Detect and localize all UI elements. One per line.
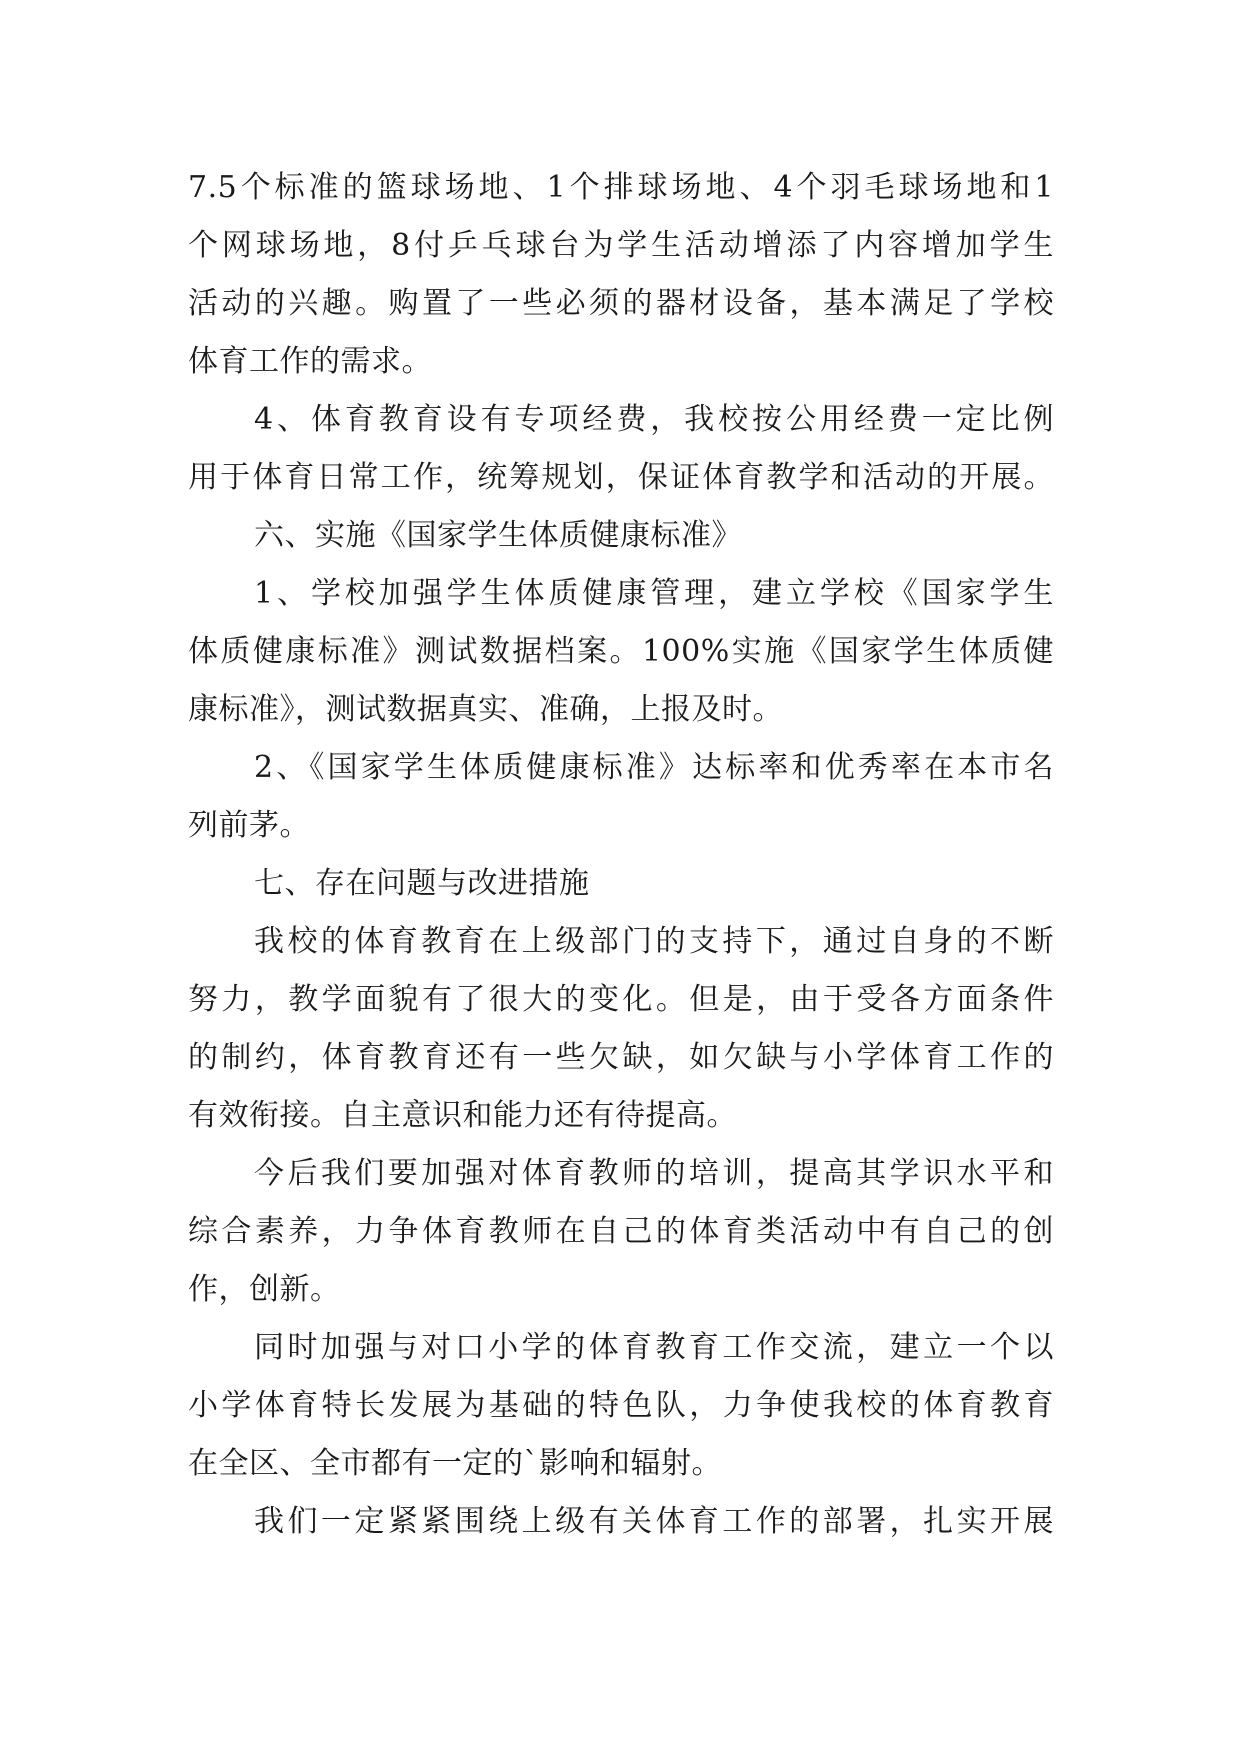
text-line: 我们一定紧紧围绕上级有关体育工作的部署，扎实开展 [254, 1504, 1054, 1539]
text-line: 2、《国家学生体质健康标准》达标率和优秀率在本市名 [254, 750, 1054, 785]
text-line: 综合素养，力争体育教师在自己的体育类活动中有自己的创 [188, 1214, 1054, 1249]
text-line: 体质健康标准》测试数据档案。100%实施《国家学生体质健 [188, 634, 1054, 669]
text-line: 今后我们要加强对体育教师的培训，提高其学识水平和 [254, 1156, 1054, 1191]
paragraph-funding [188, 391, 1054, 507]
text-line: 1、学校加强学生体质健康管理，建立学校《国家学生 [254, 576, 1054, 611]
text-line: 活动的兴趣。购置了一些必须的器材设备，基本满足了学校 [188, 286, 1054, 321]
section-heading: 七、存在问题与改进措施 [254, 866, 590, 901]
section-heading-seven [188, 855, 1054, 913]
section-heading: 六、实施《国家学生体质健康标准》 [254, 518, 742, 553]
paragraph-teacher-training [188, 1145, 1054, 1319]
text-line: 我校的体育教育在上级部门的支持下，通过自身的不断 [254, 924, 1054, 959]
text-line: 作，创新。 [188, 1272, 341, 1307]
paragraph-closing [188, 1493, 1054, 1551]
paragraph-exchange [188, 1319, 1054, 1493]
text-line: 同时加强与对口小学的体育教育工作交流，建立一个以 [254, 1330, 1054, 1365]
section-heading-six [188, 507, 1054, 565]
paragraph-health-management [188, 565, 1054, 739]
paragraph-pass-rate [188, 739, 1054, 855]
paragraph-problems [188, 913, 1054, 1145]
text-line: 的制约，体育教育还有一些欠缺，如欠缺与小学体育工作的 [188, 1040, 1054, 1075]
text-line: 7.5个标准的篮球场地、1个排球场地、4个羽毛球场地和1 [188, 170, 1054, 205]
paragraph-facilities [188, 159, 1054, 391]
text-line: 小学体育特长发展为基础的特色队，力争使我校的体育教育 [188, 1388, 1054, 1423]
text-line: 有效衔接。自主意识和能力还有待提高。 [188, 1098, 737, 1133]
text-line: 列前茅。 [188, 808, 310, 843]
text-line: 体育工作的需求。 [188, 344, 432, 379]
text-line: 在全区、全市都有一定的`影响和辐射。 [188, 1446, 722, 1481]
text-line: 努力，教学面貌有了很大的变化。但是，由于受各方面条件 [188, 982, 1054, 1017]
text-line: 用于体育日常工作，统筹规划，保证体育教学和活动的开展。 [188, 460, 1054, 495]
document-body [188, 159, 1054, 1551]
text-line: 个网球场地，8付乒乓球台为学生活动增添了内容增加学生 [188, 228, 1054, 263]
text-line: 康标准》，测试数据真实、准确，上报及时。 [188, 692, 783, 727]
text-line: 4、体育教育设有专项经费，我校按公用经费一定比例 [254, 402, 1054, 437]
